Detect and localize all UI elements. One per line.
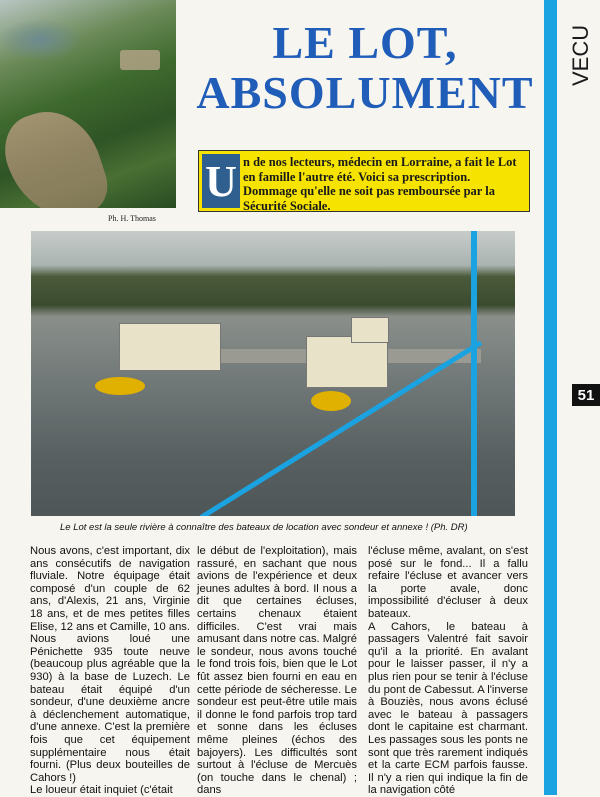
paragraph: Le loueur était inquiet (c'était (30, 784, 173, 797)
dropcap: U (202, 154, 240, 208)
intro-box: n de nos lecteurs, médecin en Lorraine, a fait le Lot en famille l'autre été. Voici sa prescription. Dommage qu'elle ne soit pas remboursée par la Sécurité Sociale. (198, 150, 530, 212)
landscape-photo (0, 0, 176, 208)
text-column-1 (30, 545, 190, 797)
boats-photo (31, 231, 515, 516)
dinghy-right (311, 391, 351, 411)
title-line-1: LE LOT, (272, 17, 458, 68)
boat-back (351, 317, 389, 343)
paragraph: l'écluse même, avalant, on s'est posé sur le fond... Il a fallu refaire l'écluse et avancer vers la porte avale, donc impossibilité d'écluser à deux bateaux. (368, 545, 528, 620)
photo-credit-top: Ph. H. Thomas (108, 214, 156, 223)
boat-right (306, 336, 388, 388)
photo-caption: Le Lot est la seule rivière à connaître des bateaux de location avec sondeur et annexe ! (Ph. DR) (60, 522, 468, 533)
text-column-2 (197, 545, 357, 797)
article-title (190, 18, 540, 118)
boat-left (119, 323, 221, 371)
title-line-2: ABSOLUMENT (196, 67, 534, 118)
text-column-3 (368, 545, 528, 797)
sidebar-color-strip (544, 0, 557, 795)
paragraph: le début de l'exploitation), mais rassuré, en sachant que nous avions de l'expérience et deux jeunes adultes à bord. Il nous a dit que certaines écluses, certains chenaux étaient difficiles. C'est vrai mais amusant dans notre cas. Malgré le sondeur, nous avons touché le fond trois fois, bien que le Lot fût assez bien fourni en eau en cette période de sécheresse. Le sondeur est peut-être utile mais il donne le fond parfois trop tard et sonne dans les écluses même pleines (échos des bajoyers). Les difficultés sont surtout à l'écluse de Mercuès (on touche dans le chenal) ; dans (197, 545, 357, 797)
page-number: 51 (572, 384, 600, 406)
section-label: VECU (568, 24, 593, 86)
river-shape (0, 99, 115, 208)
dinghy-left (95, 377, 145, 395)
paragraph: A Cahors, le bateau à passagers Valentré fait savoir qu'il a la priorité. En avalant pour le laisser passer, il n'y a plus rien pour se tenir à l'écluse du pont de Cabessut. A l'inverse à Bouziès, nous avons éclusé avec le bateau à passagers dont le capitaine est charmant. Les passages sous les ponts ne sont que très rarement indiqués et la carte ECM parfois fausse. Il n'y a rien qui indique la fin de la navigation côté (368, 620, 528, 797)
village-shape (120, 50, 160, 70)
railing-post (471, 231, 477, 516)
paragraph: Nous avons, c'est important, dix ans consécutifs de navigation fluviale. Notre équipage était composé d'un couple de 62 ans, d'Alexis, 21 ans, Virginie 18 ans, et de mes petites filles Elise, 12 ans et Camille, 10 ans. Nous avions loué une Pénichette 935 toute neuve (beaucoup plus agréable que la 930) à la base de Luzech. Le bateau était équipé d'un sondeur, d'une deuxième ancre à déclenchement automatique, d'une annexe. C'est la première fois que cet équipement supplémentaire nous était fourni. (Plus deux bouteilles de Cahors !) (30, 545, 190, 784)
